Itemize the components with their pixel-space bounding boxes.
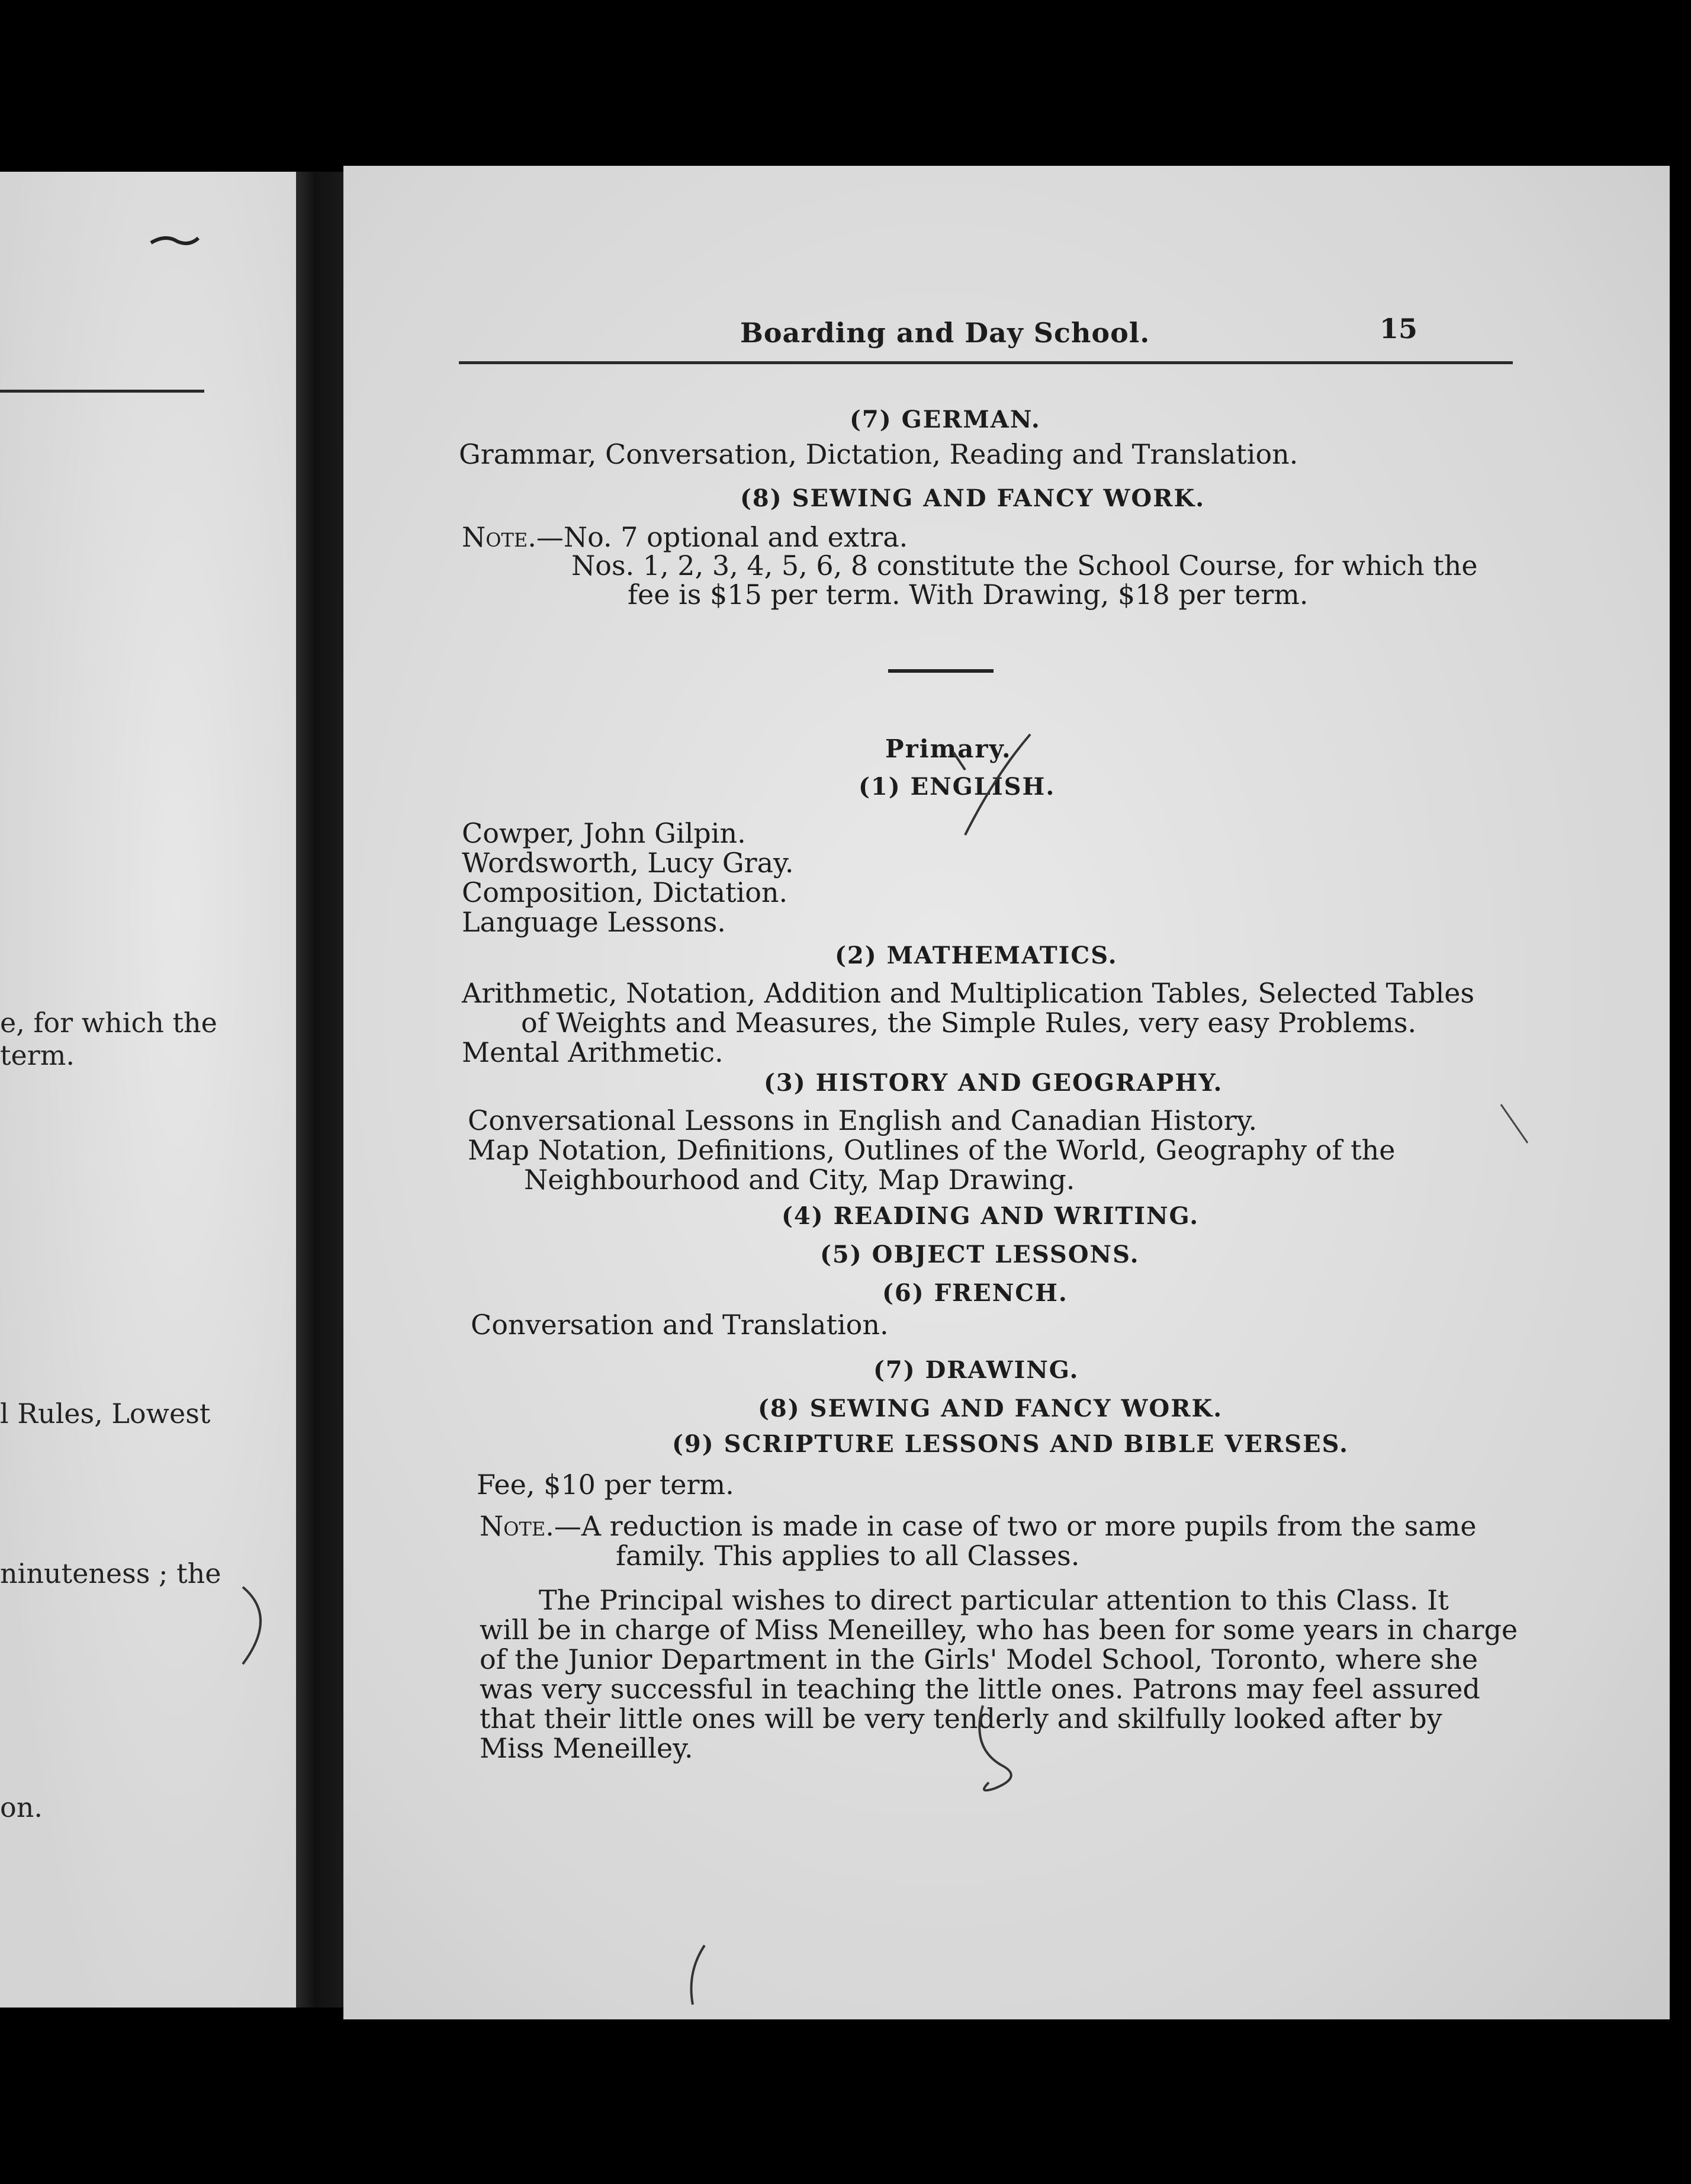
math-heading: (2) MATHEMATICS. xyxy=(835,942,1118,969)
running-head: Boarding and Day School. xyxy=(740,317,1150,349)
history-line: Neighbourhood and City, Map Drawing. xyxy=(524,1164,1075,1196)
french-heading: (6) FRENCH. xyxy=(882,1279,1068,1307)
note-line: family. This applies to all Classes. xyxy=(616,1540,1080,1572)
right-page xyxy=(343,166,1670,2019)
paragraph-line: of the Junior Department in the Girls' Model School, Toronto, where she xyxy=(480,1643,1478,1675)
pencil-stroke-icon xyxy=(1498,1101,1534,1149)
ink-mark-icon xyxy=(148,231,201,249)
english-item: Composition, Dictation. xyxy=(462,876,788,908)
left-fragment: l Rules, Lowest xyxy=(0,1398,211,1430)
english-item: Wordsworth, Lucy Gray. xyxy=(462,847,794,879)
sewing-heading: (8) SEWING AND FANCY WORK. xyxy=(740,484,1205,512)
english-item: Language Lessons. xyxy=(462,906,726,938)
section-divider xyxy=(888,669,994,673)
sewing-heading: (8) SEWING AND FANCY WORK. xyxy=(758,1395,1223,1422)
pencil-stroke-icon xyxy=(681,1942,716,2008)
pencil-bracket-icon xyxy=(237,1581,284,1670)
note-block xyxy=(480,1510,1477,1542)
history-line: Map Notation, Definitions, Outlines of the World, Geography of the xyxy=(468,1134,1396,1166)
paragraph-line: The Principal wishes to direct particular attention to this Class. It xyxy=(539,1584,1449,1616)
header-rule xyxy=(459,361,1513,364)
note-line: —A reduction is made in case of two or more pupils from the same xyxy=(554,1510,1477,1542)
german-heading: (7) GERMAN. xyxy=(850,406,1041,433)
note-line: —No. 7 optional and extra. xyxy=(536,521,908,553)
french-text: Conversation and Translation. xyxy=(471,1309,889,1341)
primary-title: Primary. xyxy=(885,734,1012,763)
paragraph-line: was very successful in teaching the little ones. Patrons may feel assured xyxy=(480,1673,1480,1705)
page-number: 15 xyxy=(1380,313,1418,345)
fee-text: Fee, $10 per term. xyxy=(477,1469,734,1501)
paragraph-line: will be in charge of Miss Meneilley, who has been for some years in charge xyxy=(480,1614,1518,1646)
scripture-heading: (9) SCRIPTURE LESSONS AND BIBLE VERSES. xyxy=(672,1430,1349,1458)
left-fragment: ninuteness ; the xyxy=(0,1557,221,1589)
object-heading: (5) OBJECT LESSONS. xyxy=(820,1241,1140,1268)
left-facing-page xyxy=(0,172,296,2008)
left-fragment: on. xyxy=(0,1791,43,1823)
pencil-mark-icon xyxy=(965,1700,1030,1794)
left-fragment: e, for which the xyxy=(0,1007,217,1039)
note-label: Note. xyxy=(462,521,536,553)
left-fragment: term. xyxy=(0,1039,75,1071)
math-line: Mental Arithmetic. xyxy=(462,1036,724,1068)
note-line: Nos. 1, 2, 3, 4, 5, 6, 8 constitute the School Course, for which the xyxy=(571,550,1478,582)
left-header-rule xyxy=(0,390,204,393)
math-line: of Weights and Measures, the Simple Rules, very easy Problems. xyxy=(521,1007,1417,1039)
paragraph-line: that their little ones will be very tenderly and skilfully looked after by xyxy=(480,1703,1442,1735)
book-gutter xyxy=(296,172,343,2008)
math-line: Arithmetic, Notation, Addition and Multiplication Tables, Selected Tables xyxy=(462,977,1475,1009)
pencil-check-icon xyxy=(947,728,1036,841)
history-heading: (3) HISTORY AND GEOGRAPHY. xyxy=(764,1069,1223,1097)
english-heading: (1) ENGLISH. xyxy=(859,773,1056,801)
history-line: Conversational Lessons in English and Canadian History. xyxy=(468,1104,1258,1136)
drawing-heading: (7) DRAWING. xyxy=(873,1356,1079,1384)
english-item: Cowper, John Gilpin. xyxy=(462,817,746,849)
note-block xyxy=(462,521,908,553)
note-line: fee is $15 per term. With Drawing, $18 per term. xyxy=(628,579,1309,611)
reading-heading: (4) READING AND WRITING. xyxy=(782,1202,1200,1230)
note-label: Note. xyxy=(480,1510,554,1542)
paragraph-line: Miss Meneilley. xyxy=(480,1732,693,1764)
german-text: Grammar, Conversation, Dictation, Reading and Translation. xyxy=(459,438,1298,470)
